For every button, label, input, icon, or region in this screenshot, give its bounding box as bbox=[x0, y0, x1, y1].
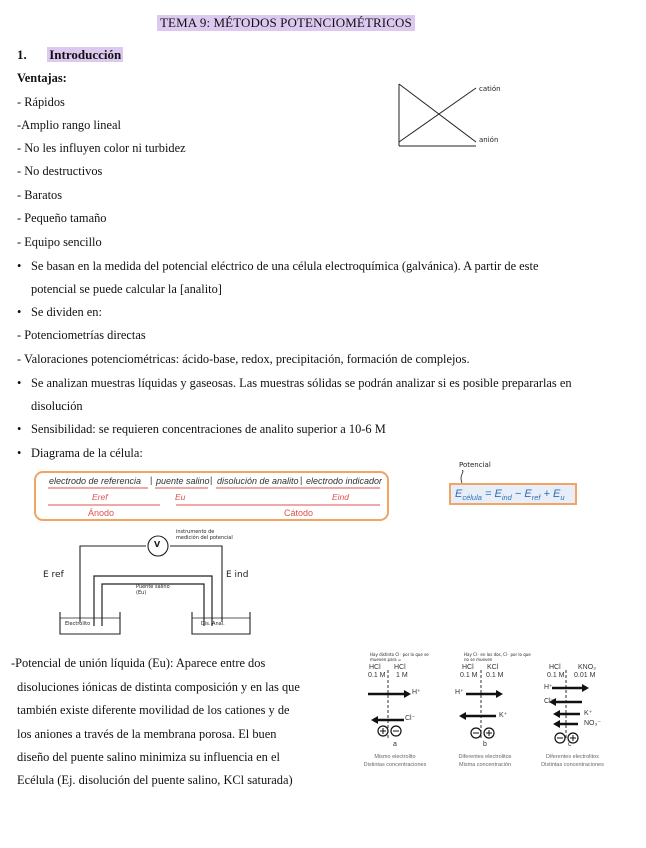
ventaja-item: - No les influyen color ni turbidez bbox=[17, 141, 186, 155]
junction-a-right: HCl bbox=[394, 664, 406, 671]
division-item: - Potenciometrías directas bbox=[17, 328, 146, 342]
junction-b-note: Hay Cl⁻ en los dos, Cl⁻ por lo que no se mueven bbox=[464, 652, 531, 662]
anode-label: Ánodo bbox=[88, 508, 115, 518]
junction-c-no3: NO₃⁻ bbox=[584, 720, 602, 727]
paragraph-line: los aniones a través de la membrana porosa. El buen bbox=[17, 727, 277, 741]
junction-c-caption: Distintas concentraciones bbox=[541, 762, 604, 768]
ventaja-item: -Amplio rango lineal bbox=[17, 118, 121, 132]
eu-label: Eu bbox=[175, 492, 186, 502]
reference-electrode-label: electrodo de referencia bbox=[49, 476, 142, 486]
bullet-item: • Se basan en la medida del potencial eléctrico de una célula electroquímica (galvánica). A partir de este bbox=[17, 259, 539, 273]
junction-b-left-conc: 0.1 M bbox=[460, 672, 478, 679]
bullet-continuation: disolución bbox=[31, 399, 83, 413]
potential-arrow bbox=[456, 470, 468, 484]
junction-a-note: Hay distinto Cl⁻ por lo que se mueven para = bbox=[370, 652, 429, 662]
junction-c-right: KNO₃ bbox=[578, 664, 597, 671]
paragraph-line: diseño del puente salino minimiza su influencia en el bbox=[17, 750, 280, 764]
bullet-item: • Diagrama de la célula: bbox=[17, 446, 143, 460]
anion-label: anión bbox=[479, 136, 499, 144]
eref-sketch-label: E ref bbox=[43, 570, 64, 580]
section-title: Introducción bbox=[49, 47, 122, 62]
junction-b-right-conc: 0.1 M bbox=[486, 672, 504, 679]
ventaja-item: - Baratos bbox=[17, 188, 63, 202]
indicator-electrode-label: electrodo indicador bbox=[306, 476, 383, 486]
eind-label: Eind bbox=[332, 492, 350, 502]
left-beaker-label: Electrolito bbox=[65, 621, 91, 627]
ventajas-heading: Ventajas: bbox=[17, 71, 67, 85]
junction-b-right: KCl bbox=[487, 664, 499, 671]
junction-b-cation: H⁺ bbox=[455, 689, 464, 696]
junction-b-k: K⁺ bbox=[499, 712, 508, 719]
junction-b-letter: b bbox=[483, 741, 487, 748]
cathode-label: Cátodo bbox=[284, 508, 314, 518]
bullet-item: • Sensibilidad: se requieren concentraciones de analito superior a 10-6 M bbox=[17, 422, 386, 436]
salt-bridge-note: Puente salino (Eu) bbox=[136, 584, 170, 596]
ventaja-item: - Pequeño tamaño bbox=[17, 211, 107, 225]
junction-a-right-conc: 1 M bbox=[396, 672, 408, 679]
junction-c-letter: c bbox=[568, 741, 572, 748]
cation-label: catión bbox=[479, 85, 501, 93]
ventaja-item: - Equipo sencillo bbox=[17, 235, 102, 249]
junction-c-anion: Cl⁻ bbox=[544, 698, 555, 705]
junction-a-caption: Distintas concentraciones bbox=[363, 762, 427, 768]
eref-label: Eref bbox=[92, 492, 108, 502]
paragraph-line: disoluciones iónicas de distinta composición y en las que bbox=[17, 680, 300, 694]
page-title: TEMA 9: MÉTODOS POTENCIOMÉTRICOS bbox=[157, 15, 415, 31]
separator: | bbox=[150, 475, 153, 485]
cell-potential-equation: $E_{célula} = E_{ind} - E_{ref} + E_u$ bbox=[449, 483, 577, 505]
bullet-item: • Se analizan muestras líquidas y gaseosas. Las muestras sólidas se podrán analizar si es posible prepararlas en bbox=[17, 376, 572, 390]
right-beaker-label: Dis. Anal. bbox=[201, 621, 225, 627]
junction-b-caption: Misma concentración bbox=[459, 762, 511, 768]
junction-c-cation: H⁺ bbox=[544, 684, 553, 691]
junction-a-left-conc: 0.1 M bbox=[368, 672, 386, 679]
junction-c-k: K⁺ bbox=[584, 710, 593, 717]
junction-c-left-conc: 0.1 M bbox=[547, 672, 565, 679]
junction-a-left: HCl bbox=[369, 664, 381, 671]
junction-b-caption: Diferentes electrolitos bbox=[458, 754, 512, 760]
section-number: 1. bbox=[17, 47, 27, 62]
junction-a-cation: H⁺ bbox=[412, 689, 421, 696]
junction-a-anion: Cl⁻ bbox=[405, 715, 416, 722]
junction-a-caption: Mismo electrolito bbox=[374, 754, 416, 760]
paragraph-line: -Potencial de unión líquida (Eu): Aparece entre dos bbox=[11, 656, 266, 670]
junction-a-letter: a bbox=[393, 741, 397, 748]
potential-note: Potencial bbox=[459, 461, 491, 469]
salt-bridge-label: puente salino bbox=[156, 476, 210, 486]
separator: | bbox=[210, 475, 213, 485]
bullet-item: • Se dividen en: bbox=[17, 305, 102, 319]
analyte-solution-label: disolución de analito bbox=[217, 476, 299, 486]
junction-c-caption: Diferentes electrolitos bbox=[546, 754, 599, 760]
eind-sketch-label: E ind bbox=[226, 570, 249, 580]
junction-b-left: HCl bbox=[462, 664, 474, 671]
instrument-note: instrumento de medición del potencial bbox=[176, 529, 233, 541]
separator: | bbox=[300, 475, 303, 485]
voltmeter-label: V bbox=[154, 540, 161, 549]
junction-c-left: HCl bbox=[549, 664, 561, 671]
junction-c-right-conc: 0.01 M bbox=[574, 672, 596, 679]
paragraph-line: también existe diferente movilidad de los cationes y de bbox=[17, 703, 290, 717]
ventaja-item: - No destructivos bbox=[17, 164, 103, 178]
division-item: - Valoraciones potenciométricas: ácido-base, redox, precipitación, formación de complejos. bbox=[17, 352, 470, 366]
ventaja-item: - Rápidos bbox=[17, 95, 65, 109]
cell-diagram-box bbox=[34, 471, 389, 521]
paragraph-line: Ecélula (Ej. disolución del puente salino, KCl saturada) bbox=[17, 773, 293, 787]
section-heading bbox=[17, 47, 123, 63]
bullet-continuation: potencial se puede calcular la [analito] bbox=[31, 282, 222, 296]
